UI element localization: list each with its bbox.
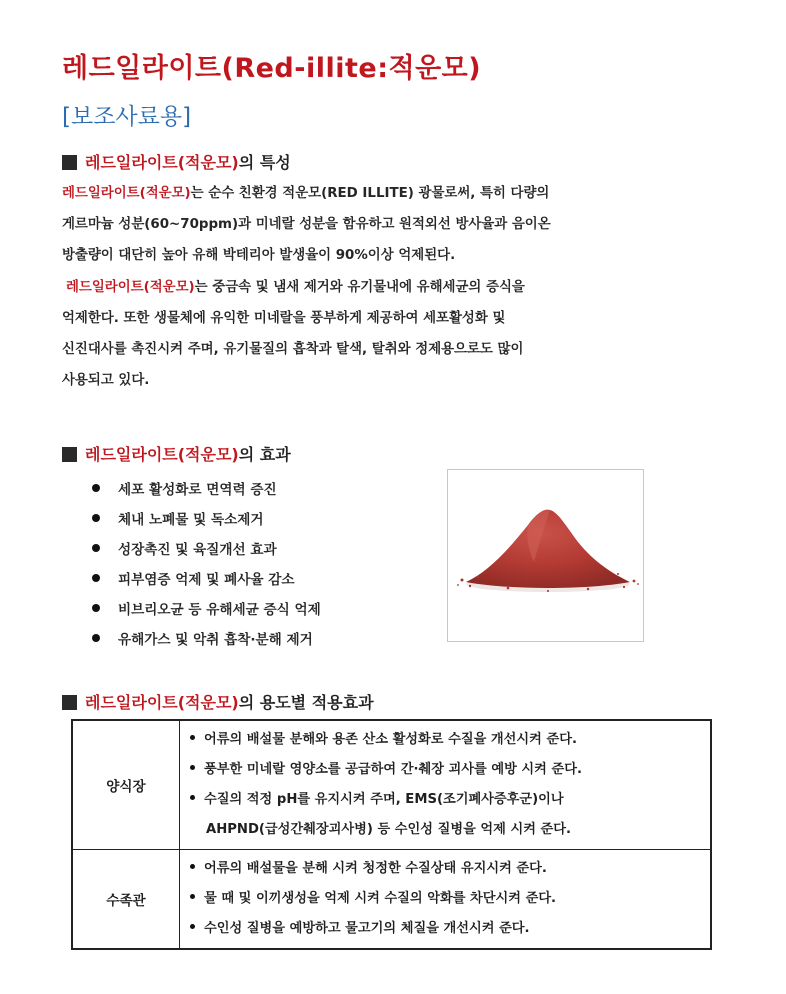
list-item-label: 체내 노폐물 및 독소제거 [118,512,264,528]
table-bullet [190,884,710,914]
bullet-dot-icon [190,924,195,929]
text-line: 신진대사를 촉진시켜 주며, 유기물질의 흡착과 탈색, 탈취와 정제용으로도 많이 [62,342,524,357]
bullet-dot-icon [190,765,195,770]
brand-name: 레드일라이트(적운모) [66,280,195,295]
heading-suffix: 의 특성 [238,153,291,172]
brand-name: 레드일라이트(적운모) [62,186,191,201]
bullet-dot-icon [92,574,100,582]
list-item-label: 비브리오균 등 유해세균 증식 억제 [118,602,321,618]
red-illite-powder-image [447,469,644,642]
page-title: 레드일라이트(Red-illite:적운모) [62,53,482,84]
list-item [92,565,321,595]
square-bullet-icon [62,695,77,710]
section-heading-effects [62,442,291,465]
bullet-dot-icon [92,634,100,642]
text-line: 사용되고 있다. [62,373,150,388]
bullet-text: 어류의 배설물을 분해 시켜 청정한 수질상태 유지시켜 준다. [204,861,547,876]
bullet-dot-icon [190,864,195,869]
list-item-label: 성장촉진 및 육질개선 효과 [118,542,277,558]
bullet-text: 어류의 배설물 분해와 용존 산소 활성화로 수질을 개선시켜 준다. [204,732,577,747]
category-cell: 양식장 [72,720,180,850]
table-bullet-continuation: AHPND(급성간췌장괴사병) 등 수인성 질병을 억제 시켜 준다. [206,822,572,837]
bullet-text: 수인성 질병을 예방하고 물고기의 체질을 개선시켜 준다. [204,921,530,936]
characteristics-paragraph-1 [62,178,702,271]
list-item [92,535,321,565]
text-line: 게르마늄 성분(60~70ppm)과 미네랄 성분을 함유하고 원적외선 방사율과 음이온 [62,217,551,232]
text-line [62,178,702,209]
section-heading-characteristics [62,150,291,173]
page-subtitle: [보조사료용] [62,104,192,130]
list-item [92,595,321,625]
table-bullet [190,914,710,944]
characteristics-paragraph-2 [62,272,702,396]
list-item [92,505,321,535]
bullet-text: 물 때 및 이끼생성을 억제 시켜 수질의 악화를 차단시켜 준다. [204,891,557,906]
bullet-text: 풍부한 미네랄 영양소를 공급하여 간·췌장 괴사를 예방 시켜 준다. [204,762,582,777]
bullet-dot-icon [92,514,100,522]
heading-brand: 레드일라이트(적운모) [85,445,239,464]
text-fragment: 는 중금속 및 냄새 제거와 유기물내에 유해세균의 증식을 [194,280,525,295]
heading-suffix: 의 효과 [238,445,291,464]
text-line [62,272,702,303]
list-item [92,625,321,655]
bullet-dot-icon [92,544,100,552]
text-line: 방출량이 대단히 높아 유해 박테리아 발생율이 90%이상 억제된다. [62,248,456,263]
heading-brand: 레드일라이트(적운모) [85,153,239,172]
table-bullet [190,755,710,785]
square-bullet-icon [62,447,77,462]
heading-suffix: 의 용도별 적용효과 [238,693,374,712]
effects-cell [180,850,712,950]
category-cell: 수족관 [72,850,180,950]
effects-cell [180,720,712,850]
table-bullet [190,725,710,755]
bullet-dot-icon [92,484,100,492]
powder-pile-illustration [448,470,643,641]
table-bullet [190,785,710,815]
bullet-dot-icon [190,735,195,740]
table-row [72,850,711,950]
text-fragment: 는 순수 친환경 적운모(RED ILLITE) 광물로써, 특히 다량의 [190,186,550,201]
bullet-dot-icon [190,795,195,800]
text-line: 억제한다. 또한 생물체에 유익한 미네랄을 풍부하게 제공하여 세포활성화 및 [62,311,506,326]
list-item-label: 세포 활성화로 면역력 증진 [118,482,277,498]
effects-list [92,475,321,655]
table-row [72,720,711,850]
table-bullet [190,854,710,884]
square-bullet-icon [62,155,77,170]
list-item-label: 피부염증 억제 및 폐사율 감소 [118,572,295,588]
section-heading-usage [62,690,374,713]
list-item [92,475,321,505]
bullet-dot-icon [190,894,195,899]
usage-table [71,719,712,950]
list-item-label: 유해가스 및 악취 흡착·분해 제거 [118,632,313,648]
bullet-text: 수질의 적정 pH를 유지시켜 주며, EMS(조기폐사증후군)이나 [204,792,564,807]
heading-brand: 레드일라이트(적운모) [85,693,239,712]
bullet-dot-icon [92,604,100,612]
